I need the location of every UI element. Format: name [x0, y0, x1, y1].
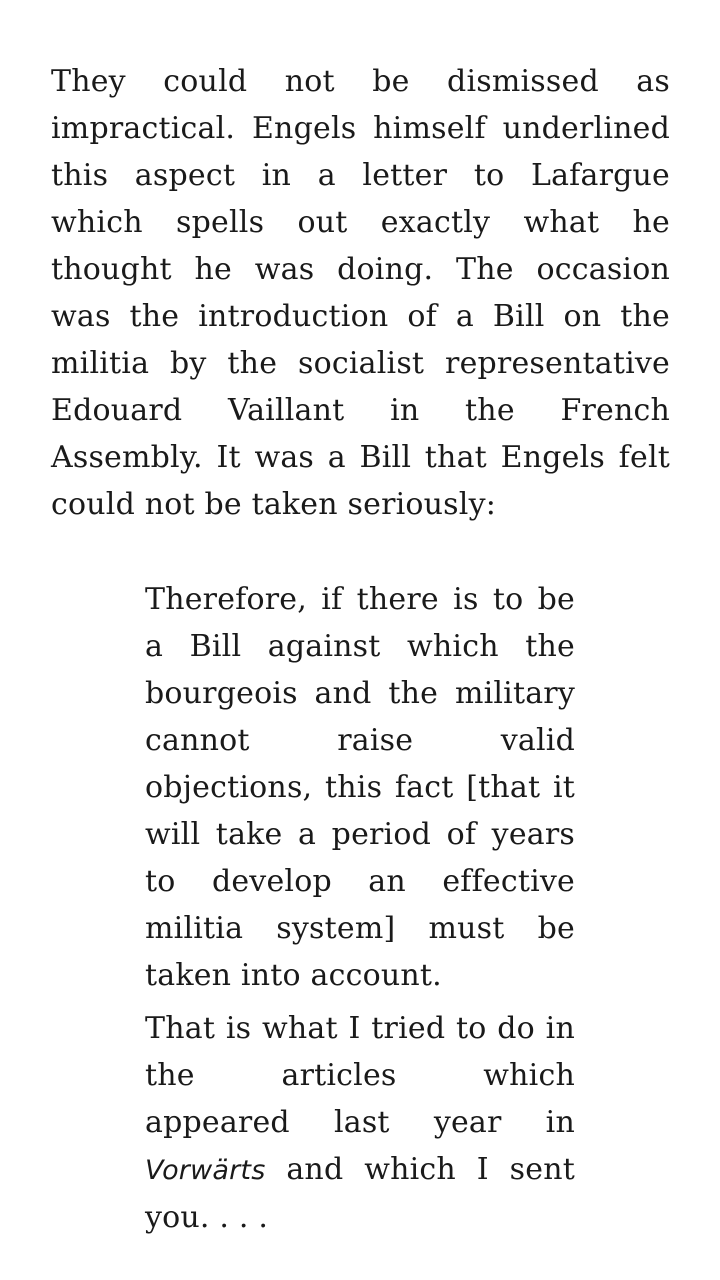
quote-paragraph-2-after: and which I sent you. . . . [145, 1152, 575, 1235]
quote-paragraph-2-before: That is what I tried to do in the articles which appeared last year in [145, 1011, 575, 1140]
vorwarts-title: Vorwärts [145, 1155, 266, 1186]
body-paragraph: They could not be dismissed as impractical. Engels himself underlined this aspect in a letter to Lafargue which spells out exactly what he thought he was doing. The occasion was the introduction of a Bill on the militia by the socialist representative Edouard Vaillant in the French Assembly. It was a Bill that Engels felt could not be taken seriously: [51, 64, 670, 522]
quote-paragraph-1: Therefore, if there is to be a Bill against which the bourgeois and the military cannot raise valid objections, this fact [that it will take a period of years to develop an effective militia system] must be taken into account. [145, 582, 575, 993]
quote-paragraph-2 [145, 1005, 575, 1241]
block-quote [145, 576, 575, 1241]
